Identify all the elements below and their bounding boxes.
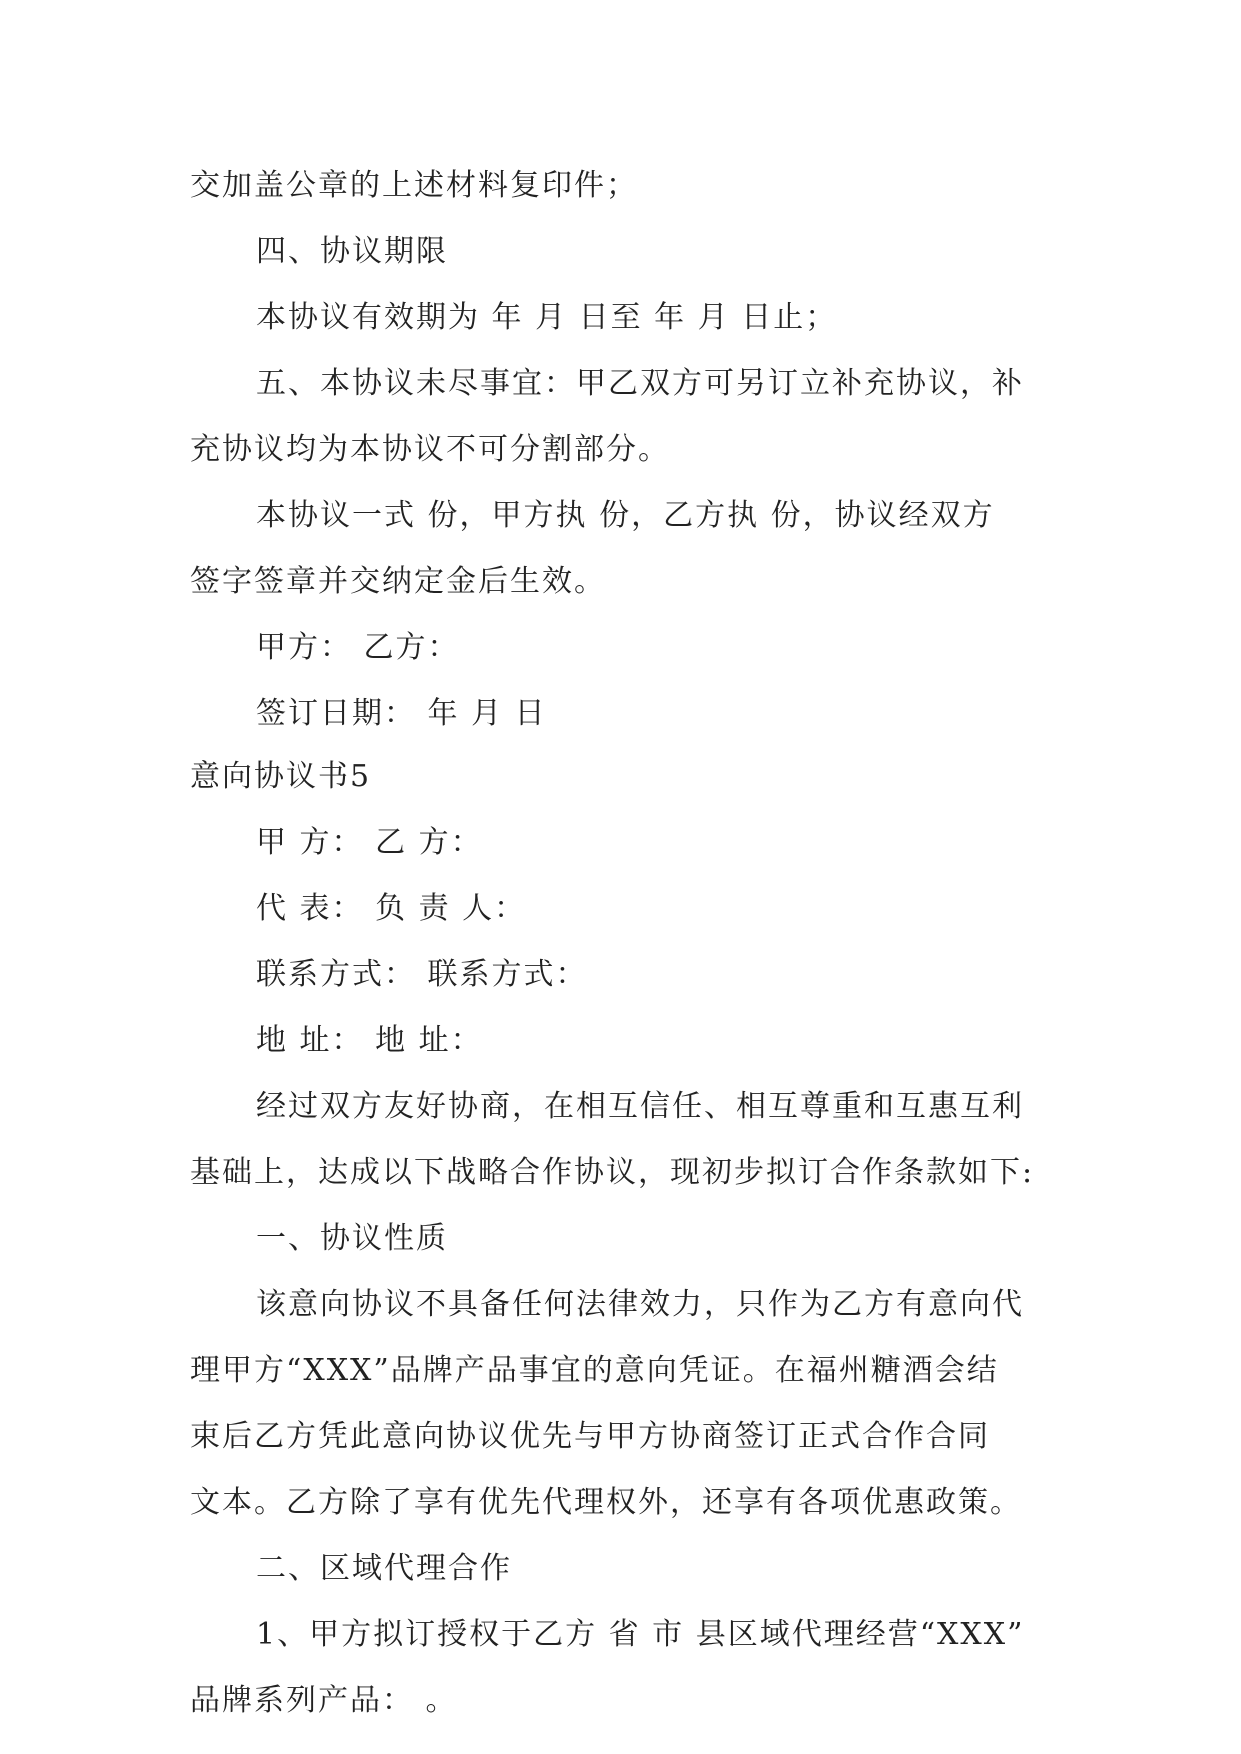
text-line: 充协议均为本协议不可分割部分。 — [190, 432, 670, 467]
text-line: 该意向协议不具备任何法律效力，只作为乙方有意向代 — [256, 1287, 1024, 1322]
text-line: 五、本协议未尽事宜：甲乙双方可另订立补充协议，补 — [256, 366, 1024, 401]
contact-line: 联系方式： 联系方式： — [256, 957, 588, 992]
party-line: 甲 方： 乙 方： — [256, 825, 483, 860]
section-heading: 一、协议性质 — [256, 1221, 448, 1256]
text-line: 本协议有效期为 年 月 日至 年 月 日止； — [256, 300, 838, 335]
section-heading: 四、协议期限 — [256, 234, 448, 269]
text-line: 文本。乙方除了享有优先代理权外，还享有各项优惠政策。 — [190, 1485, 1022, 1520]
representative-line: 代 表： 负 责 人： — [256, 891, 527, 926]
text-line: 束后乙方凭此意向协议优先与甲方协商签订正式合作合同 — [190, 1419, 990, 1454]
signing-date-line: 签订日期： 年 月 日 — [256, 696, 547, 731]
address-line: 地 址： 地 址： — [256, 1023, 483, 1058]
text-line: 签字签章并交纳定金后生效。 — [190, 564, 606, 599]
text-line: 经过双方友好协商，在相互信任、相互尊重和互惠互利 — [256, 1089, 1024, 1124]
text-line: 本协议一式 份，甲方执 份，乙方执 份，协议经双方 — [256, 498, 995, 533]
document-title: 意向协议书5 — [190, 759, 372, 794]
text-line: 交加盖公章的上述材料复印件； — [190, 168, 638, 203]
text-line: 1、甲方拟订授权于乙方 省 市 县区域代理经营“XXX” — [256, 1617, 1025, 1652]
signature-line: 甲方： 乙方： — [256, 630, 460, 665]
text-line: 品牌系列产品： 。 — [190, 1683, 458, 1718]
text-line: 基础上，达成以下战略合作协议，现初步拟订合作条款如下: — [190, 1155, 1035, 1190]
text-line: 理甲方“XXX”品牌产品事宜的意向凭证。在福州糖酒会结 — [190, 1353, 999, 1388]
section-heading: 二、区域代理合作 — [256, 1551, 512, 1586]
